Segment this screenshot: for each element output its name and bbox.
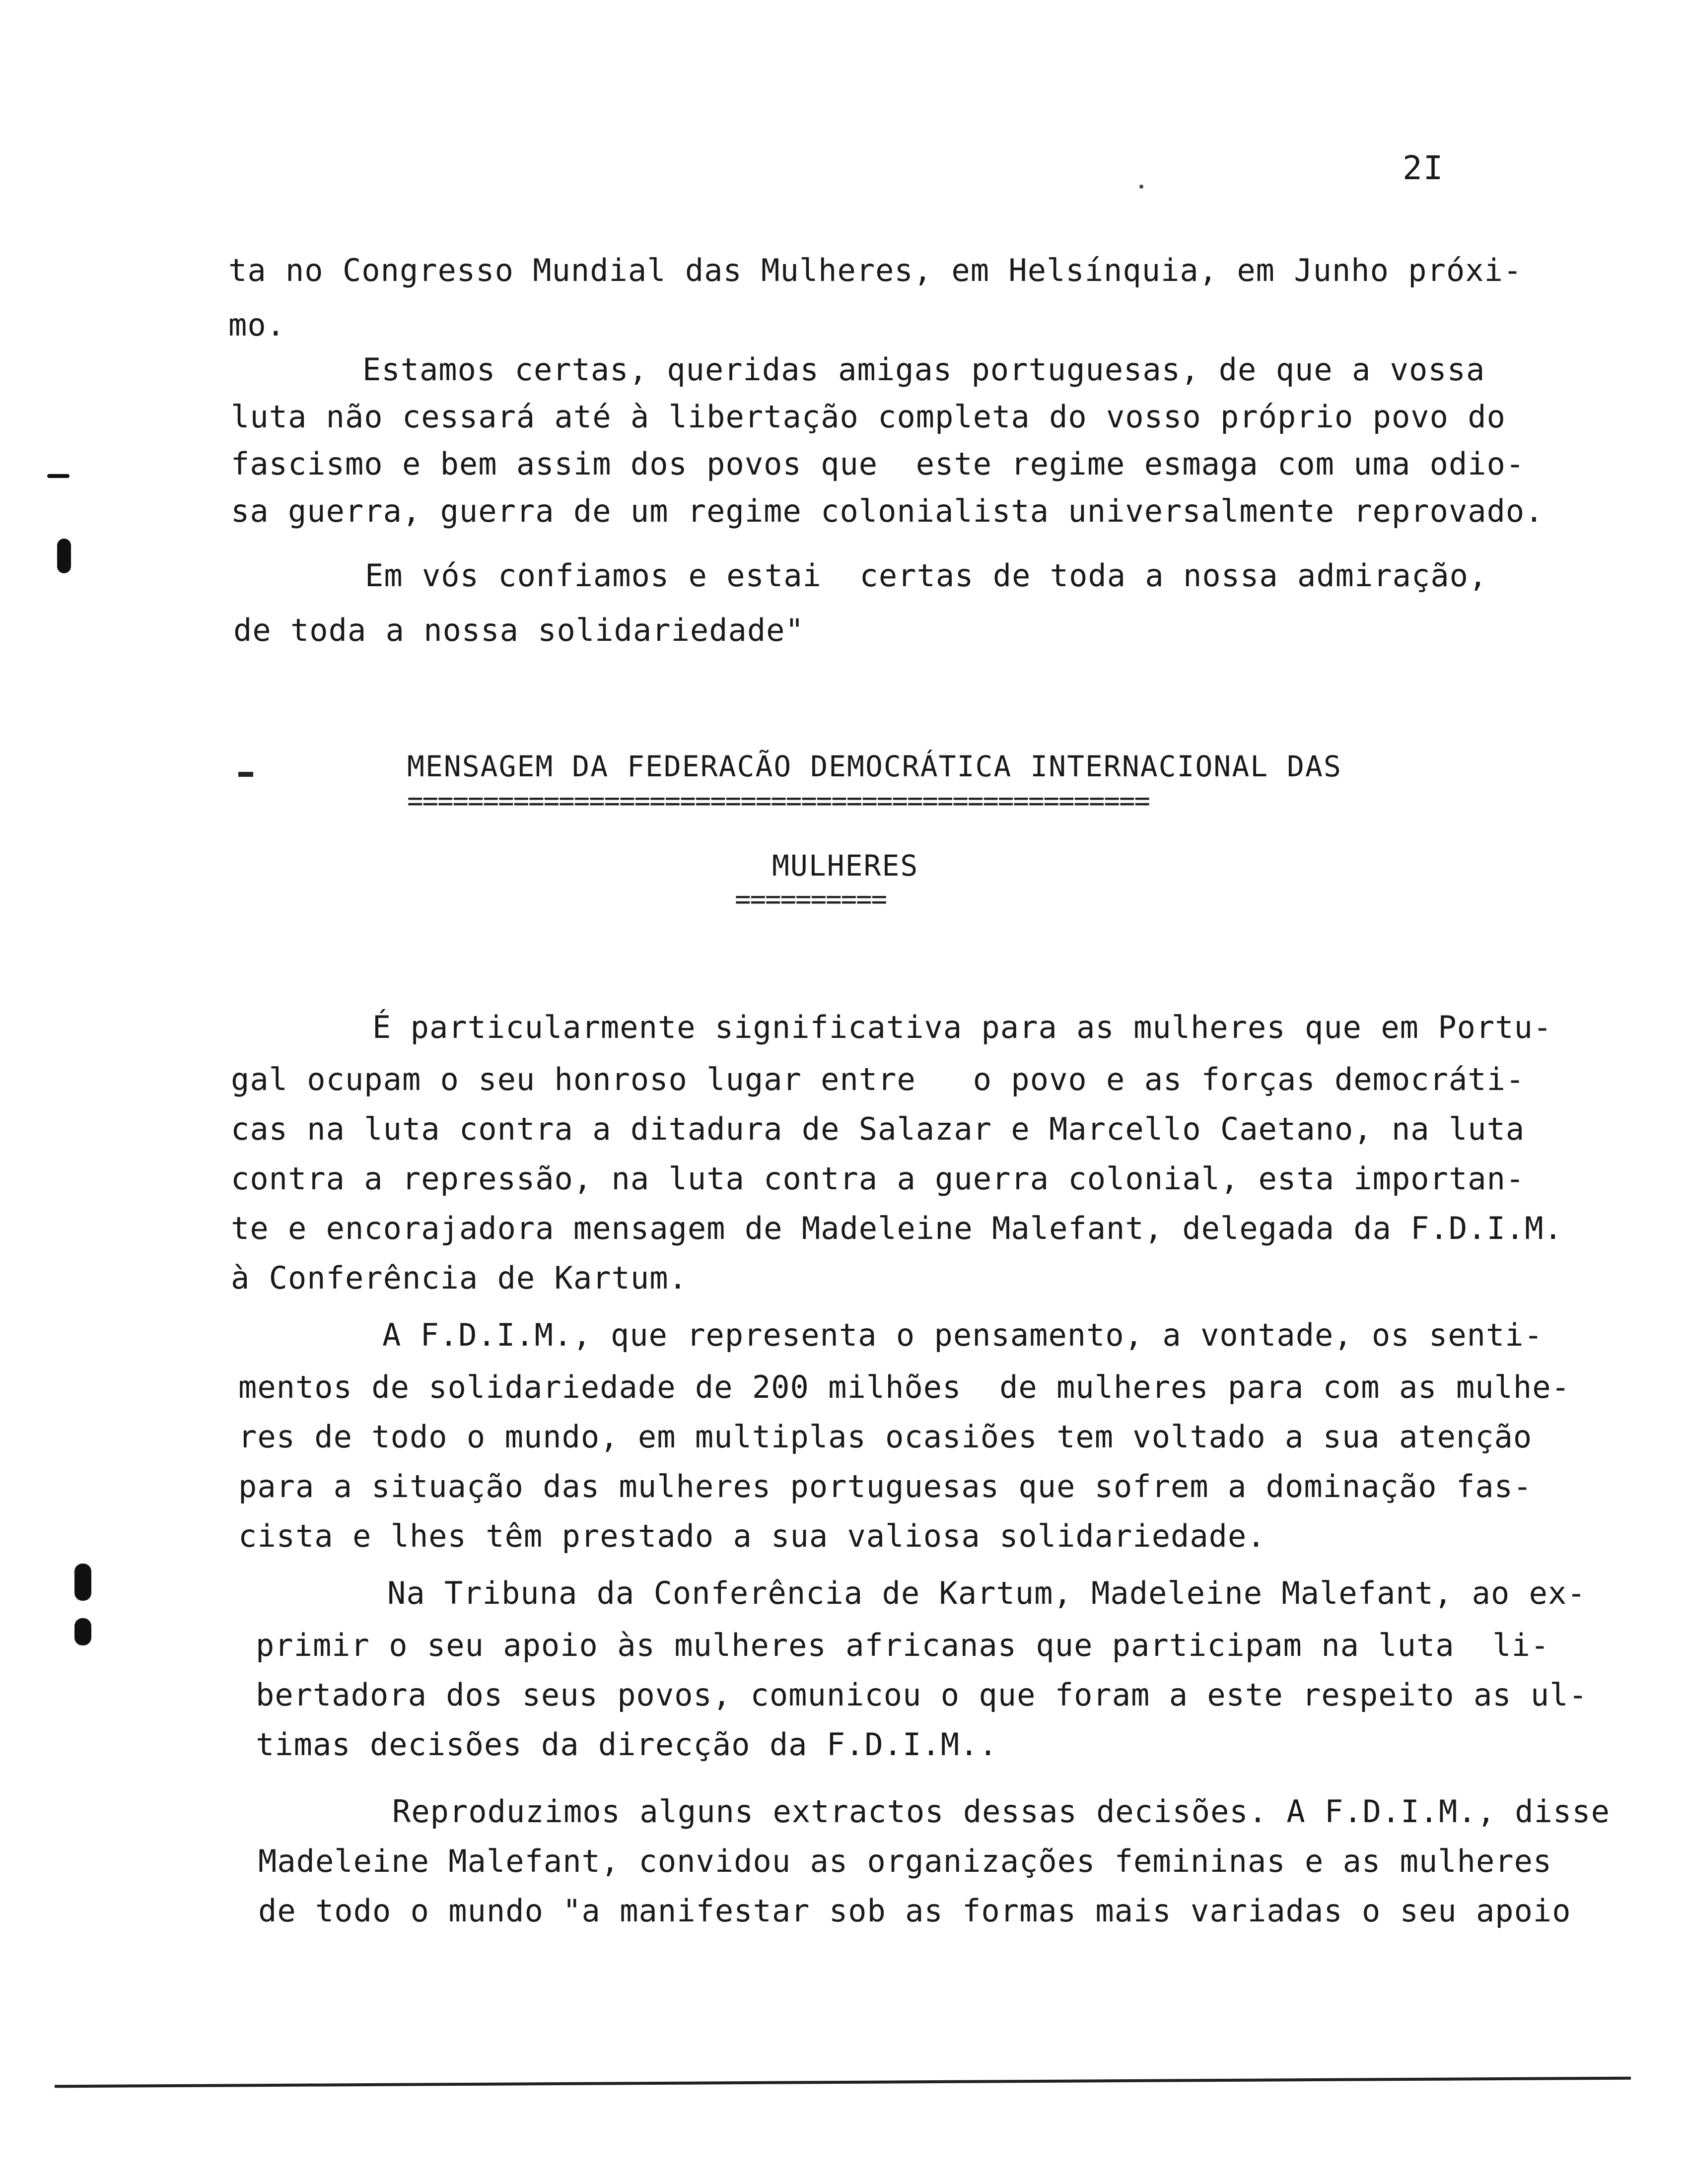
margin-mark-icon [74,1618,91,1645]
text-line: Estamos certas, queridas amigas portuguesas, de que a vossa [362,351,1485,388]
text-line: primir o seu apoio às mulheres africanas que participam na luta li- [256,1627,1550,1663]
text-line: te e encorajadora mensagem de Madeleine Malefant, delegada da F.D.I.M. [231,1210,1563,1246]
text-line: timas decisões da direcção da F.D.I.M.. [256,1726,998,1763]
bottom-rule [55,2077,1631,2088]
text-line: gal ocupam o seu honroso lugar entre o povo e as forças democráti- [231,1061,1525,1097]
text-line: Em vós confiamos e estai certas de toda a nossa admiração, [365,557,1488,594]
text-line: à Conferência de Kartum. [231,1260,688,1296]
text-line: A F.D.I.M., que representa o pensamento, a vontade, os senti- [382,1317,1543,1353]
text-line: luta não cessará até à libertação completa do vosso próprio povo do [231,399,1506,435]
text-line: cista e lhes têm prestado a sua valiosa solidariedade. [238,1518,1266,1554]
text-line: res de todo o mundo, em multiplas ocasiões tem voltado a sua atenção [238,1419,1533,1455]
margin-mark-icon [74,1564,91,1601]
text-line: bertadora dos seus povos, comunicou o que foram a este respeito as ul- [256,1677,1588,1713]
text-line: fascismo e bem assim dos povos que este regime esmaga com uma odio- [231,446,1525,482]
text-line: ta no Congresso Mundial das Mulheres, em Helsínquia, em Junho próxi- [228,252,1523,288]
text-line: mo. [228,307,285,343]
text-line: cas na luta contra a ditadura de Salazar e Marcello Caetano, na luta [231,1111,1525,1147]
text-line: mentos de solidariedade de 200 milhões de mulheres para com as mulhe- [238,1369,1570,1405]
text-line: Reproduzimos alguns extractos dessas decisões. A F.D.I.M., disse [392,1793,1610,1830]
text-line: de todo o mundo "a manifestar sob as formas mais variadas o seu apoio [258,1893,1571,1929]
margin-mark-icon [57,539,71,573]
text-line: contra a repressão, na luta contra a guerra colonial, esta importan- [231,1160,1525,1197]
heading-line-2: MULHERES [772,849,919,883]
text-line: para a situação das mulheres portuguesas que sofrem a dominação fas- [238,1468,1533,1504]
dash-mark [238,772,253,777]
heading-line-1: MENSAGEM DA FEDERACÃO DEMOCRÁTICA INTERNACIONAL DAS [407,750,1342,783]
text-line: Madeleine Malefant, convidou as organizações femininas e as mulheres [258,1843,1552,1879]
heading-underline-2: ========== [735,884,887,915]
margin-mark-icon [47,474,70,478]
text-line: Na Tribuna da Conferência de Kartum, Madeleine Malefant, ao ex- [387,1575,1586,1611]
page-number: 2I [1403,149,1444,187]
text-line: É particularmente significativa para as mulheres que em Portu- [372,1009,1552,1045]
text-line: sa guerra, guerra de um regime colonialista universalmente reprovado. [231,493,1544,529]
speck-icon [1139,185,1143,189]
text-line: de toda a nossa solidariedade" [233,612,804,648]
heading-underline-1: ================================================= [407,785,1150,817]
